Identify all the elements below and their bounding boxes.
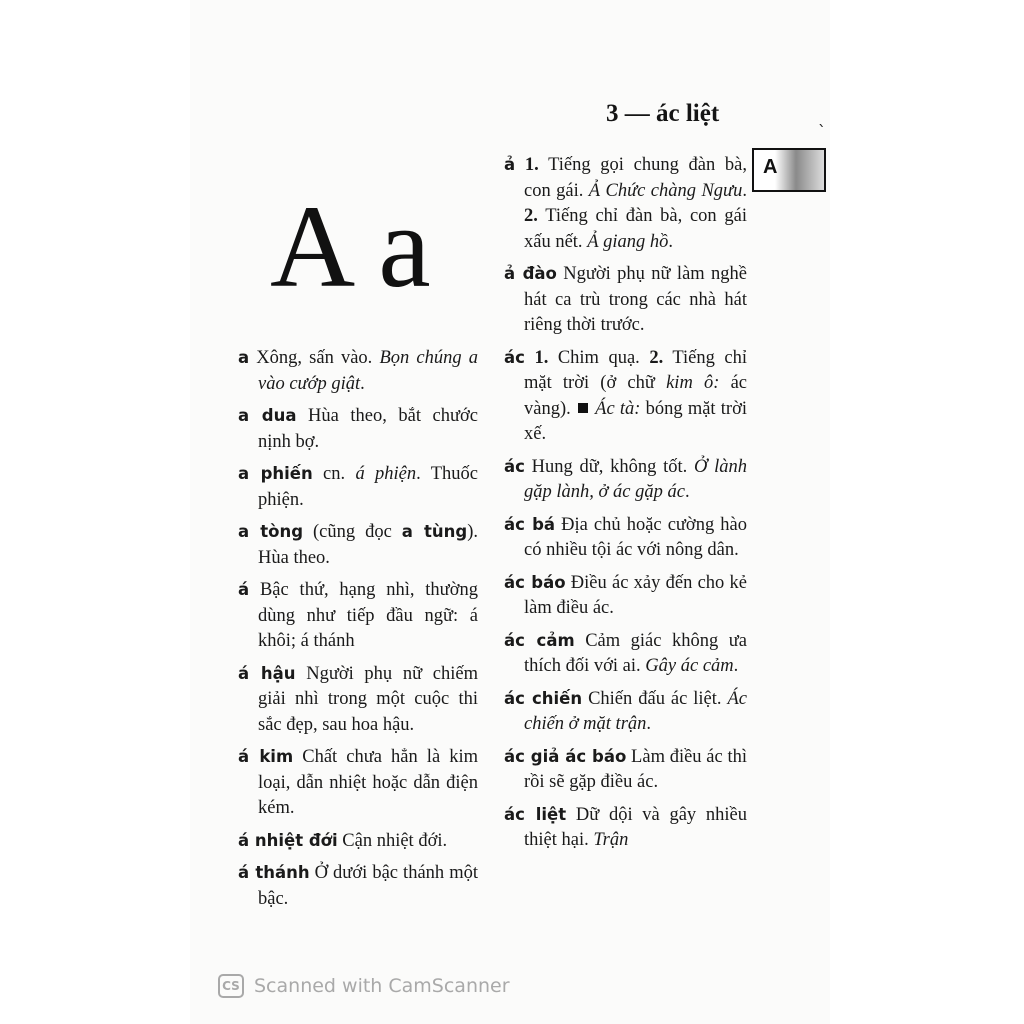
entry-text: Hung dữ, không tốt. [524, 456, 695, 477]
dictionary-entry [238, 403, 478, 455]
entry-text: cn. [312, 464, 356, 484]
entry-headword: ả đào [504, 264, 557, 283]
left-column [238, 345, 478, 918]
entry-text: . [733, 656, 739, 676]
entry-text: Trận [593, 830, 629, 850]
dictionary-entry [504, 802, 747, 854]
entry-text: Ở dưới bậc thánh một bậc. [258, 863, 478, 909]
dictionary-entry [238, 345, 478, 397]
entry-headword: ác giả ác báo [504, 746, 627, 766]
entry-headword: ác cảm [504, 630, 575, 650]
dictionary-entry [238, 661, 478, 739]
dictionary-entry [238, 828, 478, 855]
entry-text: Ả Chức chàng Ngưu [588, 180, 743, 201]
entry-text: ). Hùa theo. [258, 522, 478, 568]
section-tab [752, 148, 826, 192]
entry-headword: ả [504, 155, 516, 174]
dictionary-entry [504, 345, 747, 448]
dictionary-entry [504, 686, 747, 738]
entry-headword: ác bá [504, 514, 556, 534]
entry-text: Người phụ nữ chiếm giải nhì trong một cuộc thi sắc đẹp, sau hoa hậu. [258, 663, 478, 735]
entry-text: Tiếng gọi chung đàn bà, con gái. [524, 155, 747, 201]
entry-headword: ác chiến [504, 688, 583, 708]
entry-text: Ác tà: [595, 398, 641, 419]
entry-text: . [668, 231, 674, 252]
entry-text: Địa chủ hoặc cường hào có nhiều tội ác với nông dân. [524, 514, 748, 560]
section-letter: A a [270, 181, 431, 312]
entry-text: Bọn chúng a vào cướp giật [258, 348, 479, 394]
entry-text: Xông, sấn vào. [249, 348, 380, 368]
scanner-watermark [218, 974, 510, 998]
dictionary-entry [504, 152, 747, 255]
camscanner-logo-icon: CS [218, 974, 244, 998]
dictionary-entry [504, 628, 747, 680]
entry-text: . Thuốc phiện. [258, 464, 478, 510]
entry-text: Chất chưa hẳn là kim loại, dẫn nhiệt hoặc dẫn điện kém. [258, 747, 479, 818]
entry-text: Điều ác xảy đến cho kẻ làm điều ác. [524, 572, 747, 618]
entry-text: kim ô: [666, 373, 720, 393]
entry-text [525, 348, 535, 368]
entry-headword: á nhiệt đới [238, 830, 338, 850]
entry-headword: ác [504, 456, 525, 476]
entry-text: Làm điều ác thì rồi sẽ gặp điều ác. [524, 746, 747, 792]
page-header: 3 — ác liệt [606, 100, 720, 127]
entry-headword: a [238, 348, 250, 367]
entry-text: (cũng đọc [303, 522, 402, 542]
entry-text: Chim quạ. [548, 347, 650, 368]
entry-text: Hùa theo, bắt chước nịnh bợ. [258, 406, 478, 452]
entry-text: Cảm giác không ưa thích đối với ai. [524, 630, 747, 676]
entry-text: Bậc thứ, hạng nhì, thường dùng như tiếp đầu ngữ: á khôi; á thánh [249, 580, 478, 651]
entry-text [515, 155, 525, 175]
entry-headword: ác liệt [504, 804, 567, 824]
right-column [504, 152, 747, 860]
entry-text: . [646, 714, 652, 734]
dictionary-entry [238, 577, 478, 655]
dictionary-entry [238, 461, 478, 513]
entry-text: Ở lành gặp lành, ở ác gặp ác [524, 456, 747, 502]
entry-text: Người phụ nữ làm nghề hát ca trù trong các nhà hát riêng thời trước. [524, 264, 747, 335]
entry-text: Cận nhiệt đới. [337, 830, 448, 851]
entry-text: . [742, 180, 747, 201]
section-tab-letter: A [763, 156, 778, 178]
dictionary-entry [238, 860, 478, 912]
dictionary-entry [504, 744, 747, 796]
entry-text: á phiện [355, 464, 417, 484]
entry-text: Tiếng chỉ mặt trời (ở chữ [524, 347, 747, 393]
entry-headword: a tùng [401, 522, 468, 541]
entry-headword: a tòng [238, 522, 304, 541]
entry-headword: a dua [238, 406, 297, 425]
dictionary-entry [238, 744, 478, 822]
dictionary-entry [504, 570, 747, 622]
dictionary-entry [504, 512, 747, 564]
entry-text: Chiến đấu ác liệt. [582, 688, 728, 709]
entry-text: 2. [524, 206, 538, 226]
entry-text: Gây ác cảm [645, 656, 734, 676]
entry-text: Ác chiến ở mặt trận [524, 688, 747, 734]
entry-headword: á thánh [238, 863, 310, 882]
entry-text: bóng mặt trời xế. [524, 398, 747, 444]
entry-text: . [360, 373, 365, 394]
entry-text: Dữ dội và gây nhiều thiệt hại. [524, 804, 747, 850]
entry-text: 1. [534, 347, 549, 368]
mark-icon: ˎ [818, 108, 826, 127]
entry-text: Ả giang hồ [587, 231, 669, 252]
entry-headword: ác báo [504, 572, 566, 592]
entry-text: Tiếng chỉ đàn bà, con gái xấu nết. [524, 206, 747, 252]
entry-text: 2. [649, 347, 664, 368]
entry-headword: á hậu [238, 663, 296, 683]
entry-text: 1. [524, 155, 539, 175]
watermark-text: Scanned with CamScanner [254, 975, 510, 997]
entry-text: ác vàng). [524, 373, 747, 419]
dictionary-entry [238, 519, 478, 571]
dictionary-entry [504, 261, 747, 339]
dictionary-entry [504, 454, 747, 506]
entry-headword: á [238, 580, 250, 599]
entry-text: . [684, 482, 690, 502]
entry-headword: a phiến [238, 464, 313, 483]
entry-headword: ác [504, 347, 525, 367]
entry-headword: á kim [238, 747, 294, 766]
bullet-icon [578, 403, 588, 413]
